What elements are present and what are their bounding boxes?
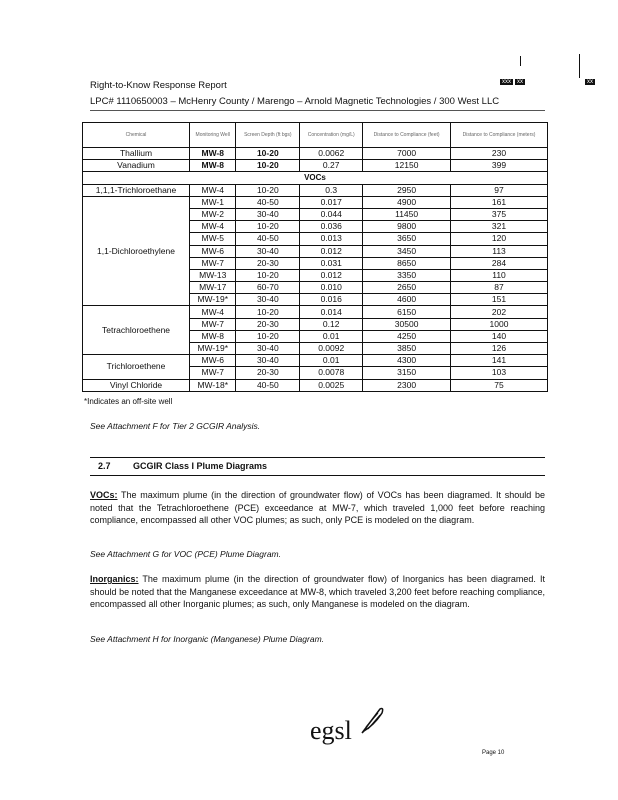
value-cell: MW-8: [190, 330, 236, 342]
value-cell: 375: [451, 208, 548, 220]
value-cell: MW-1: [190, 196, 236, 208]
header-divider: [90, 110, 545, 111]
value-cell: 0.0025: [300, 379, 363, 391]
column-header: Chemical: [83, 123, 190, 148]
table-footnote: *Indicates an off-site well: [84, 397, 173, 406]
value-cell: 110: [451, 269, 548, 281]
value-cell: 40-50: [236, 379, 300, 391]
exceedance-table: [82, 122, 548, 392]
value-cell: 0.036: [300, 221, 363, 233]
value-cell: MW-5: [190, 233, 236, 245]
value-cell: 126: [451, 343, 548, 355]
value-cell: 3150: [363, 367, 451, 379]
page-number: Page 10: [482, 750, 505, 756]
value-cell: 0.0078: [300, 367, 363, 379]
value-cell: 1000: [451, 318, 548, 330]
value-cell: MW-2: [190, 208, 236, 220]
value-cell: 284: [451, 257, 548, 269]
value-cell: MW-7: [190, 367, 236, 379]
value-cell: 4300: [363, 355, 451, 367]
value-cell: 87: [451, 282, 548, 294]
value-cell: 7000: [363, 148, 451, 160]
scan-mark: [520, 56, 521, 66]
value-cell: 0.3: [300, 184, 363, 196]
chemical-cell: Tetrachloroethene: [83, 306, 190, 355]
chemical-cell: Thallium: [83, 148, 190, 160]
value-cell: 11450: [363, 208, 451, 220]
attachment-h-note: See Attachment H for Inorganic (Manganese) Plume Diagram.: [90, 634, 325, 644]
value-cell: 6150: [363, 306, 451, 318]
value-cell: MW-7: [190, 318, 236, 330]
value-cell: MW-8: [190, 148, 236, 160]
chemical-cell: Vinyl Chloride: [83, 379, 190, 391]
value-cell: 10-20: [236, 221, 300, 233]
value-cell: MW-4: [190, 184, 236, 196]
value-cell: 30-40: [236, 208, 300, 220]
report-title: Right-to-Know Response Report: [90, 80, 227, 91]
value-cell: 0.013: [300, 233, 363, 245]
value-cell: 0.0062: [300, 148, 363, 160]
column-header: Distance to Compliance (feet): [363, 123, 451, 148]
value-cell: 30-40: [236, 245, 300, 257]
value-cell: 2950: [363, 184, 451, 196]
value-cell: 0.044: [300, 208, 363, 220]
value-cell: 12150: [363, 160, 451, 172]
value-cell: 30500: [363, 318, 451, 330]
report-subtitle: LPC# 1110650003 – McHenry County / Marengo – Arnold Magnetic Technologies / 300 West LLC: [90, 96, 500, 107]
value-cell: 75: [451, 379, 548, 391]
column-header: Distance to Compliance (meters): [451, 123, 548, 148]
value-cell: 30-40: [236, 355, 300, 367]
stamp: xx: [587, 79, 593, 85]
value-cell: 20-30: [236, 257, 300, 269]
value-cell: 10-20: [236, 306, 300, 318]
value-cell: 0.012: [300, 245, 363, 257]
table-row: [83, 160, 548, 172]
value-cell: 113: [451, 245, 548, 257]
value-cell: 0.27: [300, 160, 363, 172]
value-cell: 9800: [363, 221, 451, 233]
value-cell: 140: [451, 330, 548, 342]
value-cell: 0.01: [300, 355, 363, 367]
value-cell: 10-20: [236, 330, 300, 342]
column-header: Concentration (mg/L): [300, 123, 363, 148]
value-cell: 0.017: [300, 196, 363, 208]
attachment-f-note: See Attachment F for Tier 2 GCGIR Analysis.: [90, 421, 261, 431]
value-cell: 97: [451, 184, 548, 196]
value-cell: 399: [451, 160, 548, 172]
value-cell: 0.014: [300, 306, 363, 318]
section-number: 2.7: [98, 461, 111, 471]
value-cell: 20-30: [236, 318, 300, 330]
value-cell: 141: [451, 355, 548, 367]
value-cell: 3650: [363, 233, 451, 245]
vocs-lead: VOCs:: [90, 490, 118, 500]
table-row: [83, 355, 548, 367]
value-cell: 4900: [363, 196, 451, 208]
value-cell: 3350: [363, 269, 451, 281]
value-cell: 10-20: [236, 184, 300, 196]
value-cell: 3450: [363, 245, 451, 257]
value-cell: 0.0092: [300, 343, 363, 355]
value-cell: MW-8: [190, 160, 236, 172]
egsl-logo: egsl: [310, 716, 352, 745]
value-cell: 40-50: [236, 196, 300, 208]
value-cell: MW-7: [190, 257, 236, 269]
inorganics-lead: Inorganics:: [90, 574, 139, 584]
value-cell: MW-13: [190, 269, 236, 281]
feather-icon: [360, 705, 384, 735]
table-row: [83, 379, 548, 391]
value-cell: 0.031: [300, 257, 363, 269]
value-cell: MW-4: [190, 221, 236, 233]
value-cell: 10-20: [236, 269, 300, 281]
value-cell: 0.12: [300, 318, 363, 330]
value-cell: 230: [451, 148, 548, 160]
value-cell: 10-20: [236, 148, 300, 160]
chemical-cell: 1,1,1-Trichloroethane: [83, 184, 190, 196]
value-cell: 3850: [363, 343, 451, 355]
chemical-cell: Trichloroethene: [83, 355, 190, 379]
value-cell: 0.01: [300, 330, 363, 342]
value-cell: 40-50: [236, 233, 300, 245]
value-cell: MW-19*: [190, 343, 236, 355]
column-header: Screen Depth (ft bgs): [236, 123, 300, 148]
value-cell: MW-6: [190, 355, 236, 367]
value-cell: MW-17: [190, 282, 236, 294]
chemical-cell: Vanadium: [83, 160, 190, 172]
chemical-cell: 1,1-Dichloroethylene: [83, 196, 190, 306]
value-cell: 0.012: [300, 269, 363, 281]
value-cell: 0.016: [300, 294, 363, 306]
value-cell: MW-4: [190, 306, 236, 318]
section-title: GCGIR Class I Plume Diagrams: [133, 461, 268, 471]
table-row: [83, 306, 548, 318]
value-cell: 30-40: [236, 294, 300, 306]
value-cell: 4250: [363, 330, 451, 342]
column-header: Monitoring Well: [190, 123, 236, 148]
value-cell: 8650: [363, 257, 451, 269]
value-cell: 161: [451, 196, 548, 208]
value-cell: 120: [451, 233, 548, 245]
value-cell: 2300: [363, 379, 451, 391]
value-cell: 30-40: [236, 343, 300, 355]
stamp: xxx xx: [502, 79, 523, 85]
value-cell: 0.010: [300, 282, 363, 294]
value-cell: 202: [451, 306, 548, 318]
value-cell: 2650: [363, 282, 451, 294]
value-cell: 60-70: [236, 282, 300, 294]
value-cell: 4600: [363, 294, 451, 306]
attachment-g-note: See Attachment G for VOC (PCE) Plume Diagram.: [90, 549, 281, 559]
table-row: [83, 184, 548, 196]
inorganics-paragraph: Inorganics: The maximum plume (in the direction of groundwater flow) of Inorganics has been diagramed. It should be noted that the Manganese exceedance at MW-8, which traveled 3,200 feet before reaching compliance, encompassed all other Inorganic plumes; as such, only Manganese is modeled on the diagram.: [90, 574, 545, 609]
value-cell: MW-6: [190, 245, 236, 257]
vocs-paragraph: VOCs: The maximum plume (in the direction of groundwater flow) of VOCs has been diagramed. It should be noted that the Tetrachloroethene (PCE) exceedance at MW-7, which traveled 1,000 feet before reaching compliance, encompassed all other VOC plumes; as such, only PCE is modeled on the diagram.: [90, 490, 545, 525]
value-cell: 321: [451, 221, 548, 233]
voc-section-label: VOCs: [83, 172, 548, 184]
value-cell: 10-20: [236, 160, 300, 172]
voc-section-row: [83, 172, 548, 184]
value-cell: MW-19*: [190, 294, 236, 306]
value-cell: 151: [451, 294, 548, 306]
table-row: [83, 148, 548, 160]
value-cell: 103: [451, 367, 548, 379]
table-row: [83, 196, 548, 208]
value-cell: 20-30: [236, 367, 300, 379]
scan-mark: [579, 54, 580, 78]
value-cell: MW-18*: [190, 379, 236, 391]
